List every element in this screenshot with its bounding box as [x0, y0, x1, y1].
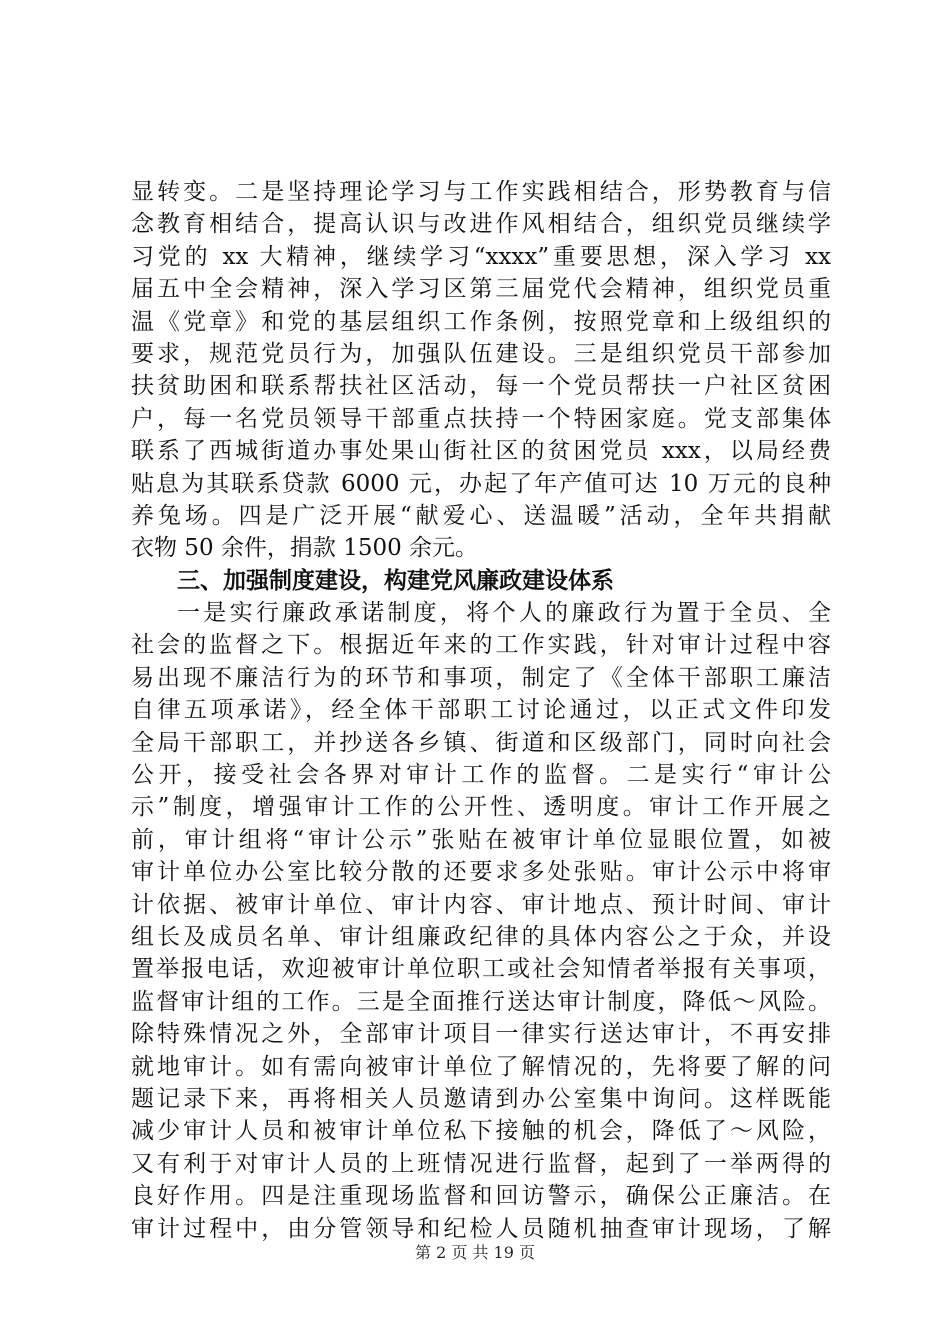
text-line: 衣物 50 余件，捐款 1500 余元。 — [131, 535, 479, 562]
text-line: 一是实行廉政承诺制度，将个人的廉政行为置于全员、全 — [177, 600, 831, 627]
text-line: 题记录下来，再将相关人员邀请到办公室集中询问。这样既能 — [131, 1085, 831, 1112]
text-line: 审计过程中，由分管领导和纪检人员随机抽查审计现场，了解 — [131, 1215, 831, 1242]
text-line: 减少审计人员和被审计单位私下接触的机会，降低了～风险， — [131, 1118, 831, 1145]
text-line: 念教育相结合，提高认识与改进作风相结合，组织党员继续学 — [131, 211, 831, 238]
text-line: 习党的 xx 大精神，继续学习“xxxx”重要思想，深入学习 xx — [131, 243, 831, 270]
page-number-footer: 第 2 页 共 19 页 — [415, 1243, 535, 1262]
text-line: 审计单位办公室比较分散的还要求多处张贴。审计公示中将审 — [131, 859, 831, 886]
text-line: 易出现不廉洁行为的环节和事项，制定了《全体干部职工廉洁 — [131, 664, 831, 691]
text-line: 户，每一名党员领导干部重点扶持一个特困家庭。党支部集体 — [131, 405, 831, 432]
text-line: 监督审计组的工作。三是全面推行送达审计制度，降低～风险。 — [131, 988, 831, 1015]
text-line: 贴息为其联系贷款 6000 元，办起了年产值可达 10 万元的良种 — [131, 470, 831, 497]
text-line: 又有利于对审计人员的上班情况进行监督，起到了一举两得的 — [131, 1150, 831, 1177]
text-line: 联系了西城街道办事处果山街社区的贫困党员 xxx，以局经费 — [131, 438, 831, 465]
text-line: 良好作用。四是注重现场监督和回访警示，确保公正廉洁。在 — [131, 1183, 831, 1210]
text-line: 示”制度，增强审计工作的公开性、透明度。审计工作开展之 — [131, 794, 831, 821]
text-line: 除特殊情况之外，全部审计项目一律实行送达审计，不再安排 — [131, 1021, 831, 1048]
text-line: 显转变。二是坚持理论学习与工作实践相结合，形势教育与信 — [131, 179, 831, 205]
text-line: 置举报电话，欢迎被审计单位职工或社会知情者举报有关事项， — [131, 956, 831, 983]
text-line: 要求，规范党员行为，加强队伍建设。三是组织党员干部参加 — [131, 340, 831, 367]
text-line: 组长及成员名单、审计组廉政纪律的具体内容公之于众，并设 — [131, 923, 831, 950]
text-line: 扶贫助困和联系帮扶社区活动，每一个党员帮扶一户社区贫困 — [131, 373, 831, 400]
text-line: 自律五项承诺》，经全体干部职工讨论通过，以正式文件印发 — [131, 697, 831, 724]
section-heading: 三、加强制度建设，构建党风廉政建设体系 — [177, 567, 614, 594]
text-line: 养兔场。四是广泛开展“献爱心、送温暖”活动，全年共捐献 — [131, 502, 831, 529]
text-line: 温《党章》和党的基层组织工作条例，按照党章和上级组织的 — [131, 308, 831, 335]
text-line: 全局干部职工，并抄送各乡镇、街道和区级部门，同时向社会 — [131, 729, 831, 756]
text-line: 社会的监督之下。根据近年来的工作实践，针对审计过程中容 — [131, 632, 831, 659]
text-line: 计依据、被审计单位、审计内容、审计地点、预计时间、审计 — [131, 891, 831, 918]
text-line: 就地审计。如有需向被审计单位了解情况的，先将要了解的问 — [131, 1053, 831, 1080]
text-line: 前，审计组将“审计公示”张贴在被审计单位显眼位置，如被 — [131, 826, 831, 853]
document-body — [131, 176, 831, 1245]
text-line: 公开，接受社会各界对审计工作的监督。二是实行“审计公 — [131, 762, 831, 789]
text-line: 届五中全会精神，深入学习区第三届党代会精神，组织党员重 — [131, 276, 831, 303]
